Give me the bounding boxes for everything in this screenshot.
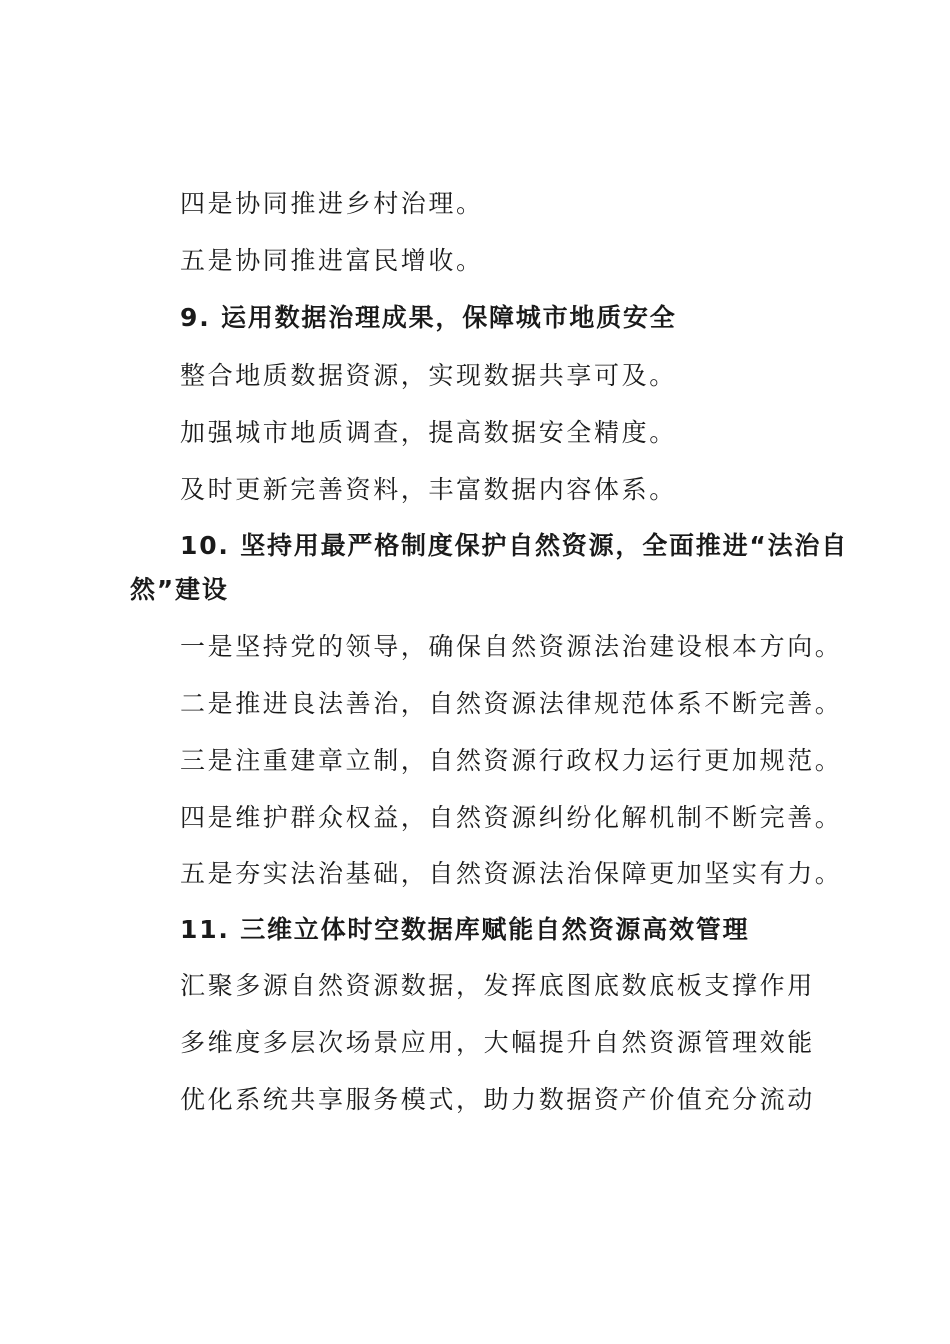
paragraph-rule-of-law-foundation: 五是夯实法治基础，自然资源法治保障更加坚实有力。 [180, 859, 843, 888]
section-heading-10-line1: 10. 坚持用最严格制度保护自然资源，全面推进“法治自 [180, 531, 849, 560]
paragraph-update-materials: 及时更新完善资料，丰富数据内容体系。 [180, 475, 677, 504]
paragraph-income-growth: 五是协同推进富民增收。 [180, 246, 484, 275]
paragraph-party-leadership: 一是坚持党的领导，确保自然资源法治建设根本方向。 [180, 632, 843, 661]
paragraph-multi-source-data: 汇聚多源自然资源数据，发挥底图底数底板支撑作用 [180, 971, 815, 1000]
section-heading-10-line2: 然”建设 [130, 575, 229, 604]
section-heading-9: 9. 运用数据治理成果，保障城市地质安全 [180, 303, 677, 332]
paragraph-shared-services: 优化系统共享服务模式，助力数据资产价值充分流动 [180, 1085, 815, 1114]
paragraph-multi-dimension: 多维度多层次场景应用，大幅提升自然资源管理效能 [180, 1028, 815, 1057]
paragraph-strengthen-survey: 加强城市地质调查，提高数据安全精度。 [180, 418, 677, 447]
paragraph-good-law: 二是推进良法善治，自然资源法律规范体系不断完善。 [180, 689, 843, 718]
paragraph-institution-building: 三是注重建章立制，自然资源行政权力运行更加规范。 [180, 746, 843, 775]
section-heading-11: 11. 三维立体时空数据库赋能自然资源高效管理 [180, 915, 750, 944]
paragraph-integrate-data: 整合地质数据资源，实现数据共享可及。 [180, 361, 677, 390]
paragraph-public-rights: 四是维护群众权益，自然资源纠纷化解机制不断完善。 [180, 803, 843, 832]
paragraph-rural-governance: 四是协同推进乡村治理。 [180, 189, 484, 218]
